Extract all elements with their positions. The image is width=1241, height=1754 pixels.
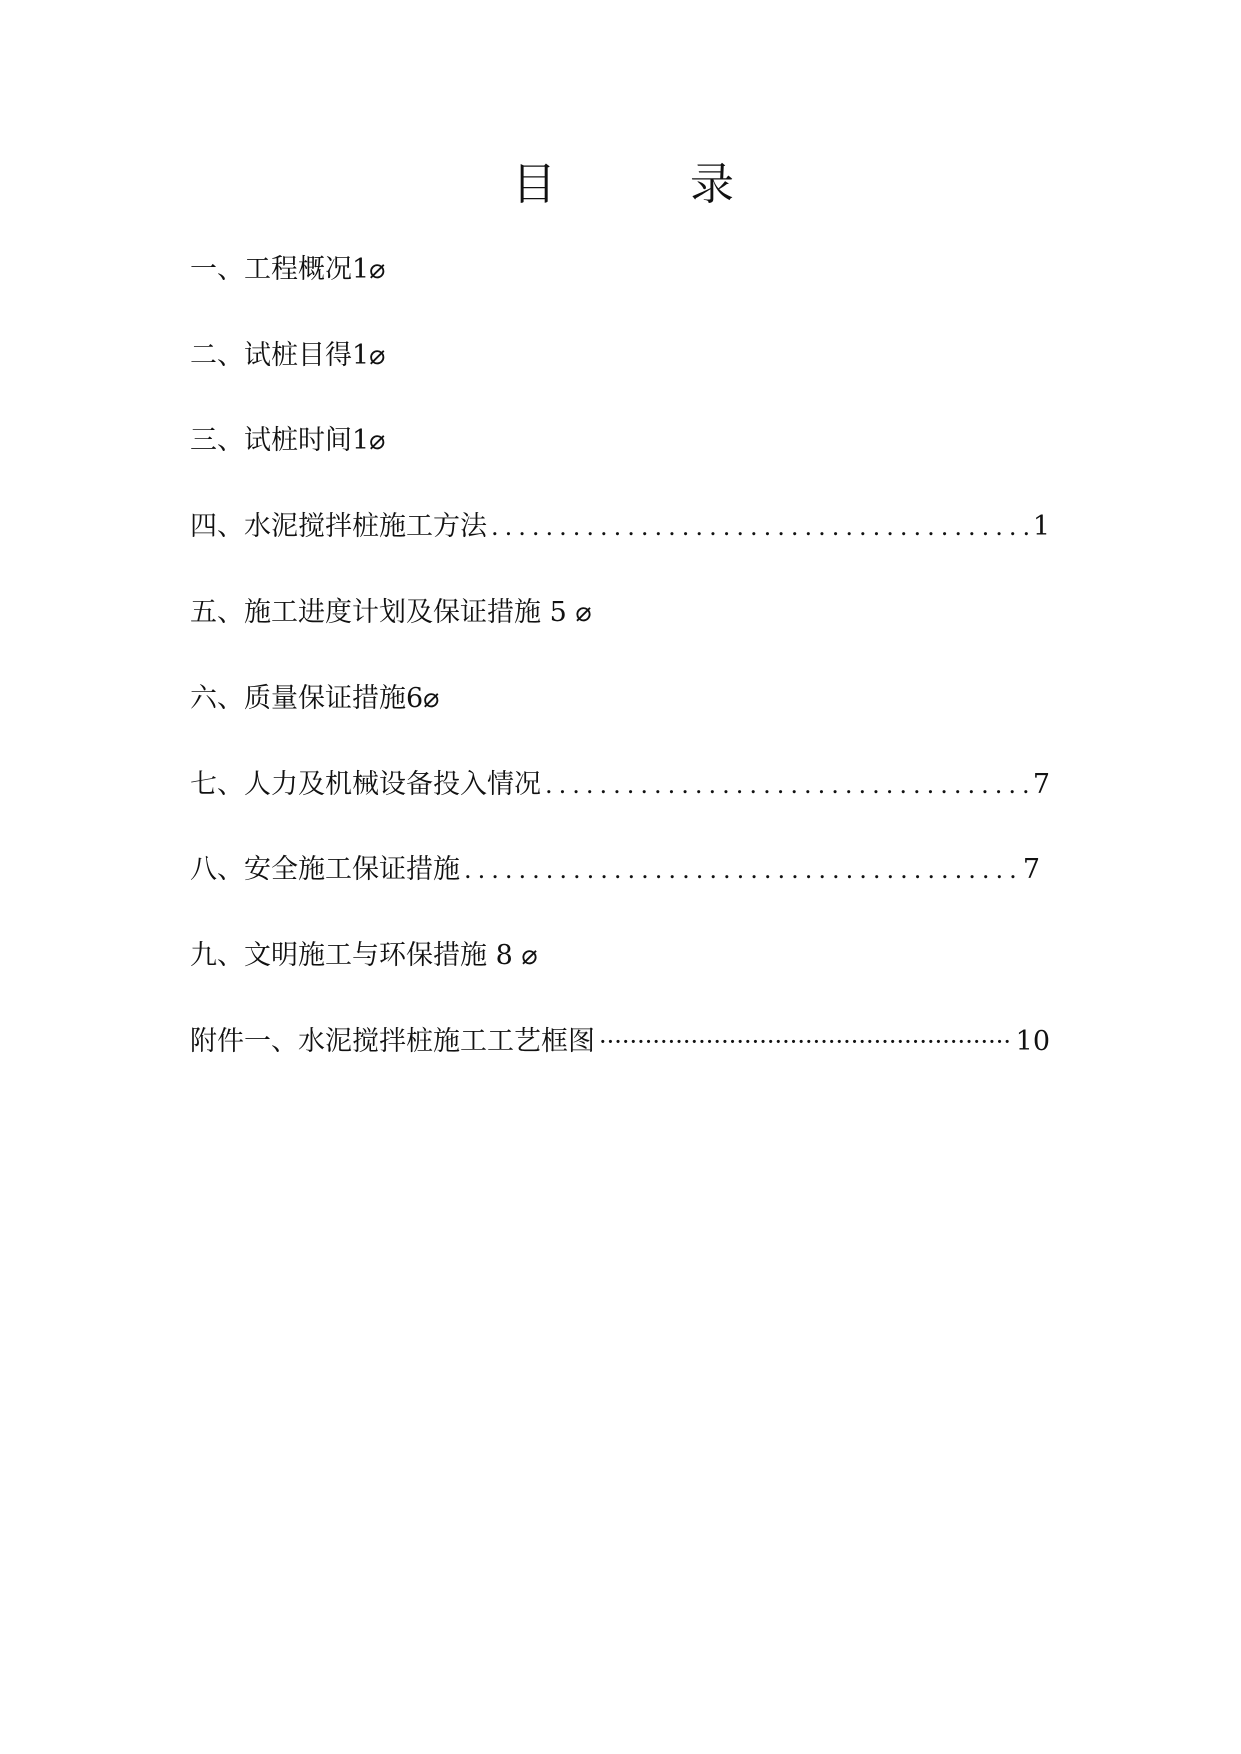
toc-entry-5[interactable] — [190, 593, 1050, 633]
toc-entry-page: 7 — [1022, 854, 1040, 885]
toc-entry-label: 四、水泥搅拌桩施工方法 — [190, 511, 487, 542]
toc-entry-label: 八、安全施工保证措施 — [190, 854, 460, 885]
toc-entry-1[interactable] — [190, 250, 1050, 290]
toc-entry-2[interactable] — [190, 336, 1050, 376]
toc-entry-page: 1⌀ — [352, 254, 386, 285]
toc-entry-label: 九、文明施工与环保措施 — [190, 940, 487, 971]
toc-entry-label: 五、施工进度计划及保证措施 — [190, 597, 541, 628]
toc-entry-6[interactable] — [190, 679, 1050, 719]
toc-entry-4[interactable] — [190, 507, 1050, 547]
toc-entry-page: 10 — [1015, 1026, 1050, 1057]
toc-entry-label: 附件一、水泥搅拌桩施工工艺框图 — [190, 1026, 595, 1057]
toc-title-char-1: 目 — [512, 159, 556, 210]
toc-entry-page: 6⌀ — [406, 683, 440, 714]
toc-entry-9[interactable] — [190, 936, 1050, 976]
toc-entry-label: 二、试桩目得 — [190, 340, 352, 371]
toc-entry-label: 一、工程概况 — [190, 254, 352, 285]
toc-entry-page: 8 ⌀ — [487, 940, 538, 971]
toc-leader-dots — [599, 1022, 1012, 1062]
toc-entry-page: 1 — [1032, 511, 1050, 542]
toc-entry-7[interactable] — [190, 765, 1050, 805]
toc-leader-dots — [491, 507, 1029, 547]
table-of-contents — [190, 0, 1060, 1754]
toc-entry-page: 7 — [1032, 769, 1050, 800]
toc-leader-dots — [464, 850, 1019, 890]
toc-entry-page: 1⌀ — [352, 425, 386, 456]
toc-entry-8[interactable] — [190, 850, 1050, 890]
toc-entry-label: 三、试桩时间 — [190, 425, 352, 456]
toc-entry-label: 六、质量保证措施 — [190, 683, 406, 714]
toc-entry-label: 七、人力及机械设备投入情况 — [190, 769, 541, 800]
toc-entry-10[interactable] — [190, 1022, 1050, 1062]
toc-title-char-2: 录 — [690, 159, 734, 210]
toc-leader-dots — [545, 765, 1029, 805]
toc-entry-page: 1⌀ — [352, 340, 386, 371]
toc-entry-page: 5 ⌀ — [541, 597, 592, 628]
toc-entry-3[interactable] — [190, 421, 1050, 461]
